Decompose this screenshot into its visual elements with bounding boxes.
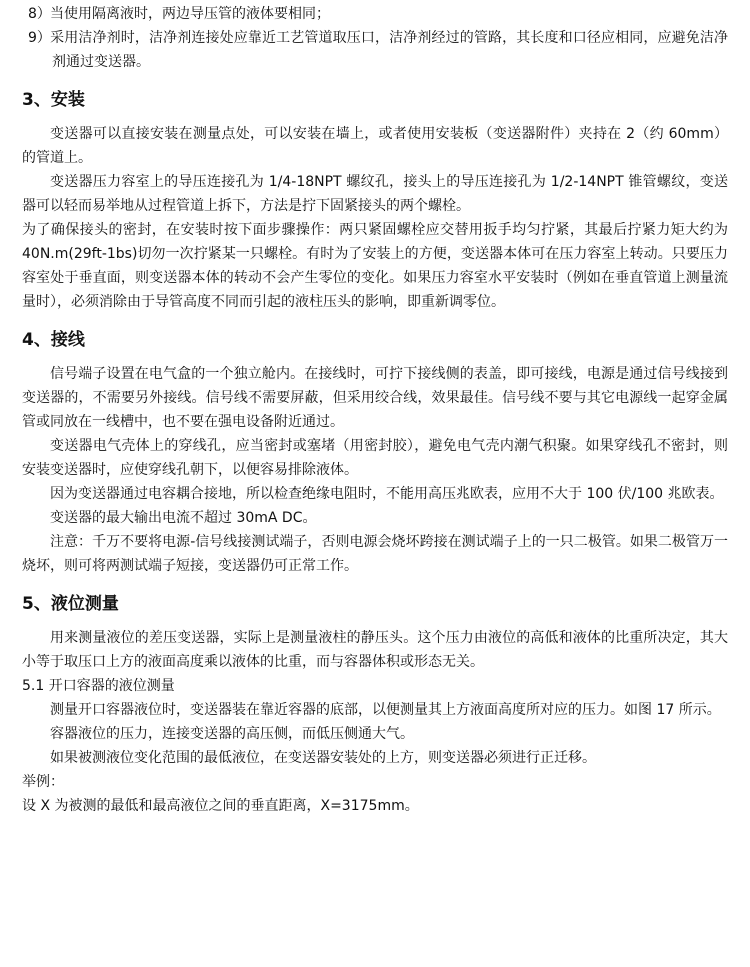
list-text: 当使用隔离液时，两边导压管的液体要相同； (50, 6, 330, 22)
paragraph: 测量开口容器液位时，变送器装在靠近容器的底部，以便测量其上方液面高度所对应的压力。如图 17 所示。 (50, 702, 721, 718)
list-number: 9） (28, 30, 51, 46)
paragraph: 容器液位的压力，连接变送器的高压侧，而低压侧通大气。 (50, 726, 414, 742)
section-heading-install: 3、安装 (22, 90, 85, 110)
sub-heading: 5.1 开口容器的液位测量 (22, 678, 175, 694)
paragraph: 变送器的最大输出电流不超过 30mA DC。 (50, 510, 317, 526)
list-text: 采用洁净剂时，洁净剂连接处应靠近工艺管道取压口，洁净剂经过的管路，其长度和口径应相同，应避免洁净剂通过变送器。 (50, 30, 728, 70)
section-heading-level: 5、液位测量 (22, 594, 119, 614)
paragraph: 注意：千万不要将电源-信号线接测试端子，否则电源会烧坏跨接在测试端子上的一只二极管。如果二极管万一烧坏，则可将两测试端子短接，变送器仍可正常工作。 (22, 534, 728, 574)
paragraph: 信号端子设置在电气盒的一个独立舱内。在接线时，可拧下接线侧的表盖，即可接线，电源是通过信号线接到变送器的，不需要另外接线。信号线不需要屏蔽，但采用绞合线，效果最佳。信号线不要与其它电源线一起穿金属管或同放在一线槽中，也不要在强电设备附近通过。 (22, 366, 728, 430)
paragraph: 变送器可以直接安装在测量点处，可以安装在墙上，或者使用安装板（变送器附件）夹持在 2（约 60mm）的管道上。 (22, 126, 728, 166)
paragraph: 变送器电气壳体上的穿线孔，应当密封或塞堵（用密封胶），避免电气壳内潮气积聚。如果穿线孔不密封，则安装变送器时，应使穿线孔朝下，以便容易排除液体。 (22, 438, 728, 478)
section-heading-wiring: 4、接线 (22, 330, 85, 350)
list-number: 8） (28, 6, 51, 22)
paragraph: 为了确保接头的密封，在安装时按下面步骤操作：两只紧固螺栓应交替用扳手均匀拧紧，其最后拧紧力矩大约为 40N.m(29ft-1bs)切勿一次拧紧某一只螺栓。有时为了安装上的方便，变送器本体可在压力容室上转动。只要压力容室处于垂直面，则变送器本体的转动不会产生零位的变化。如果压力容室水平安装时（例如在垂直管道上测量流量时），必须消除由于导管高度不同而引起的液柱压头的影响，即重新调零位。 (22, 222, 728, 310)
list-item-9 (22, 26, 728, 74)
paragraph: 用来测量液位的差压变送器，实际上是测量液柱的静压头。这个压力由液位的高低和液体的比重所决定，其大小等于取压口上方的液面高度乘以液体的比重，而与容器体积或形态无关。 (22, 630, 728, 670)
paragraph: 举例： (22, 774, 64, 790)
paragraph: 设 X 为被测的最低和最高液位之间的垂直距离，X=3175mm。 (22, 798, 419, 814)
paragraph: 变送器压力容室上的导压连接孔为 1/4-18NPT 螺纹孔，接头上的导压连接孔为 1/2-14NPT 锥管螺纹，变送器可以轻而易举地从过程管道上拆下，方法是拧下固紧接头的两个螺栓。 (22, 174, 728, 214)
list-item-8 (22, 2, 728, 26)
paragraph: 如果被测液位变化范围的最低液位，在变送器安装处的上方，则变送器必须进行正迁移。 (50, 750, 596, 766)
paragraph: 因为变送器通过电容耦合接地，所以检查绝缘电阻时，不能用高压兆欧表，应用不大于 100 伏/100 兆欧表。 (50, 486, 724, 502)
